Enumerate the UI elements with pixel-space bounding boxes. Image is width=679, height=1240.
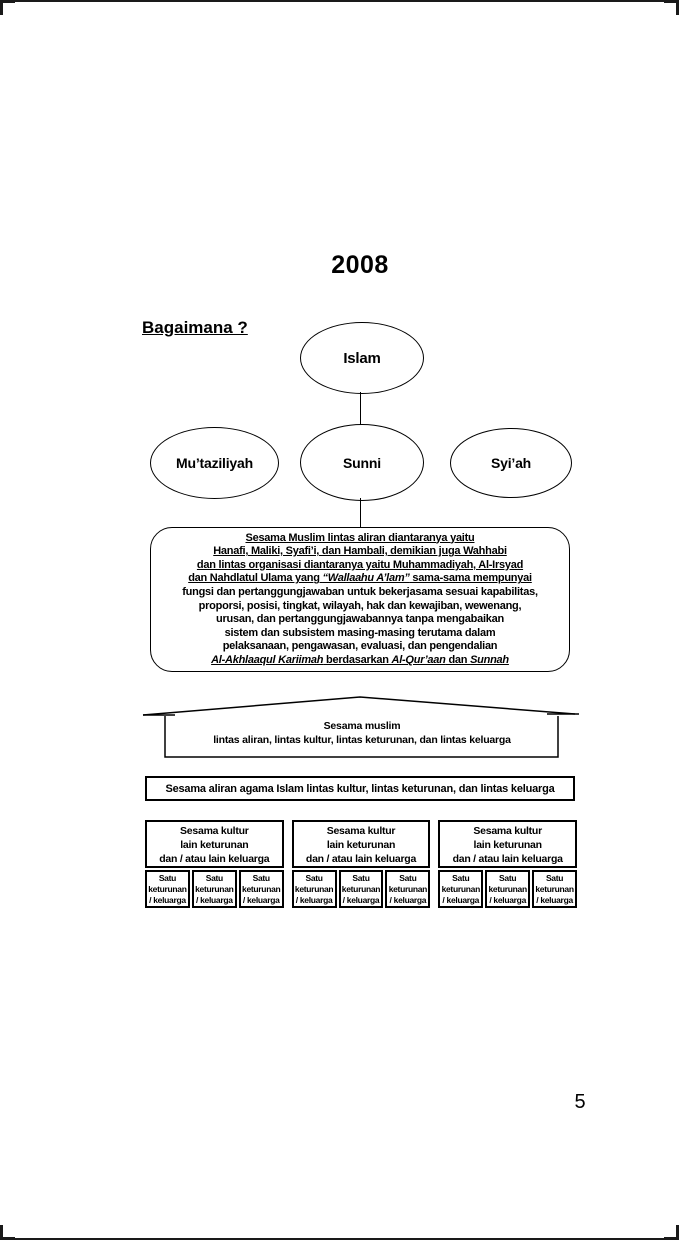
- unit-box: Satu keturunan / keluarga: [239, 870, 284, 908]
- unit-box: Satu keturunan / keluarga: [385, 870, 430, 908]
- kultur-group-1-units: [145, 870, 284, 908]
- question-label: Bagaimana ?: [142, 318, 248, 337]
- unit-box: Satu keturunan / keluarga: [145, 870, 190, 908]
- kultur-group-1: [145, 820, 284, 908]
- connector-islam-sunni: [360, 392, 361, 425]
- kultur-group-1-header: Sesama kultur lain keturunan dan / atau lain keluarga: [145, 820, 284, 868]
- aliran-box: [145, 776, 575, 801]
- kultur-group-2-units: [292, 870, 431, 908]
- page-top-border: [0, 0, 679, 2]
- unit-box: Satu keturunan / keluarga: [532, 870, 577, 908]
- kultur-group-3-header: Sesama kultur lain keturunan dan / atau lain keluarga: [438, 820, 577, 868]
- lineage-groups: [145, 820, 577, 908]
- oval-islam-label: Islam: [343, 349, 381, 367]
- unit-box: Satu keturunan / keluarga: [292, 870, 337, 908]
- oval-mutaziliyah: [150, 427, 279, 499]
- connector-sunni-descriptionbox: [360, 498, 361, 528]
- corner-mark-top-right-h: [664, 0, 679, 3]
- unit-box: Satu keturunan / keluarga: [192, 870, 237, 908]
- slide-title-year: 2008: [331, 251, 389, 279]
- oval-sunni: [300, 424, 424, 501]
- kultur-group-3-units: [438, 870, 577, 908]
- corner-mark-top-left-h: [0, 0, 15, 3]
- kultur-group-3: [438, 820, 577, 908]
- page-number: 5: [574, 1091, 586, 1113]
- oval-syiah-label: Syi’ah: [490, 455, 532, 471]
- aliran-box-label: Sesama aliran agama Islam lintas kultur, lintas keturunan, dan lintas keluarga: [165, 782, 555, 795]
- kultur-group-2: [292, 820, 431, 908]
- kultur-group-2-header: Sesama kultur lain keturunan dan / atau lain keluarga: [292, 820, 431, 868]
- brace-box-text: Sesama muslim lintas aliran, lintas kultur, lintas keturunan, dan lintas keluarga: [213, 720, 511, 746]
- oval-syiah: [450, 428, 572, 498]
- oval-mutaziliyah-label: Mu’taziliyah: [176, 455, 253, 471]
- unit-box: Satu keturunan / keluarga: [485, 870, 530, 908]
- oval-sunni-label: Sunni: [343, 454, 381, 471]
- unit-box: Satu keturunan / keluarga: [339, 870, 384, 908]
- oval-islam: [300, 322, 424, 394]
- description-box: Sesama Muslim lintas aliran diantaranya yaitu Hanafi, Maliki, Syafi’i, dan Hambali, demikian juga Wahhabi dan lintas organisasi diantaranya yaitu Muhammadiyah, Al-Irsyad dan Nahdlatul Ulama yang “Wallaahu A’lam” sama-sama mempunyai fungsi dan pertanggungjawaban untuk bekerjasama sesuai kapabilitas, proporsi, posisi, tingkat, wilayah, hak dan kewajiban, wewenang, urusan, dan pertanggungjawabannya tanpa mengabaikan sistem dan subsistem masing-masing terutama dalam pelaksanaan, pengawasan, evaluasi, dan pengendalian Al-Akhlaaqul Kariimah berdasarkan Al-Qur’aan dan Sunnah: [150, 527, 570, 672]
- unit-box: Satu keturunan / keluarga: [438, 870, 483, 908]
